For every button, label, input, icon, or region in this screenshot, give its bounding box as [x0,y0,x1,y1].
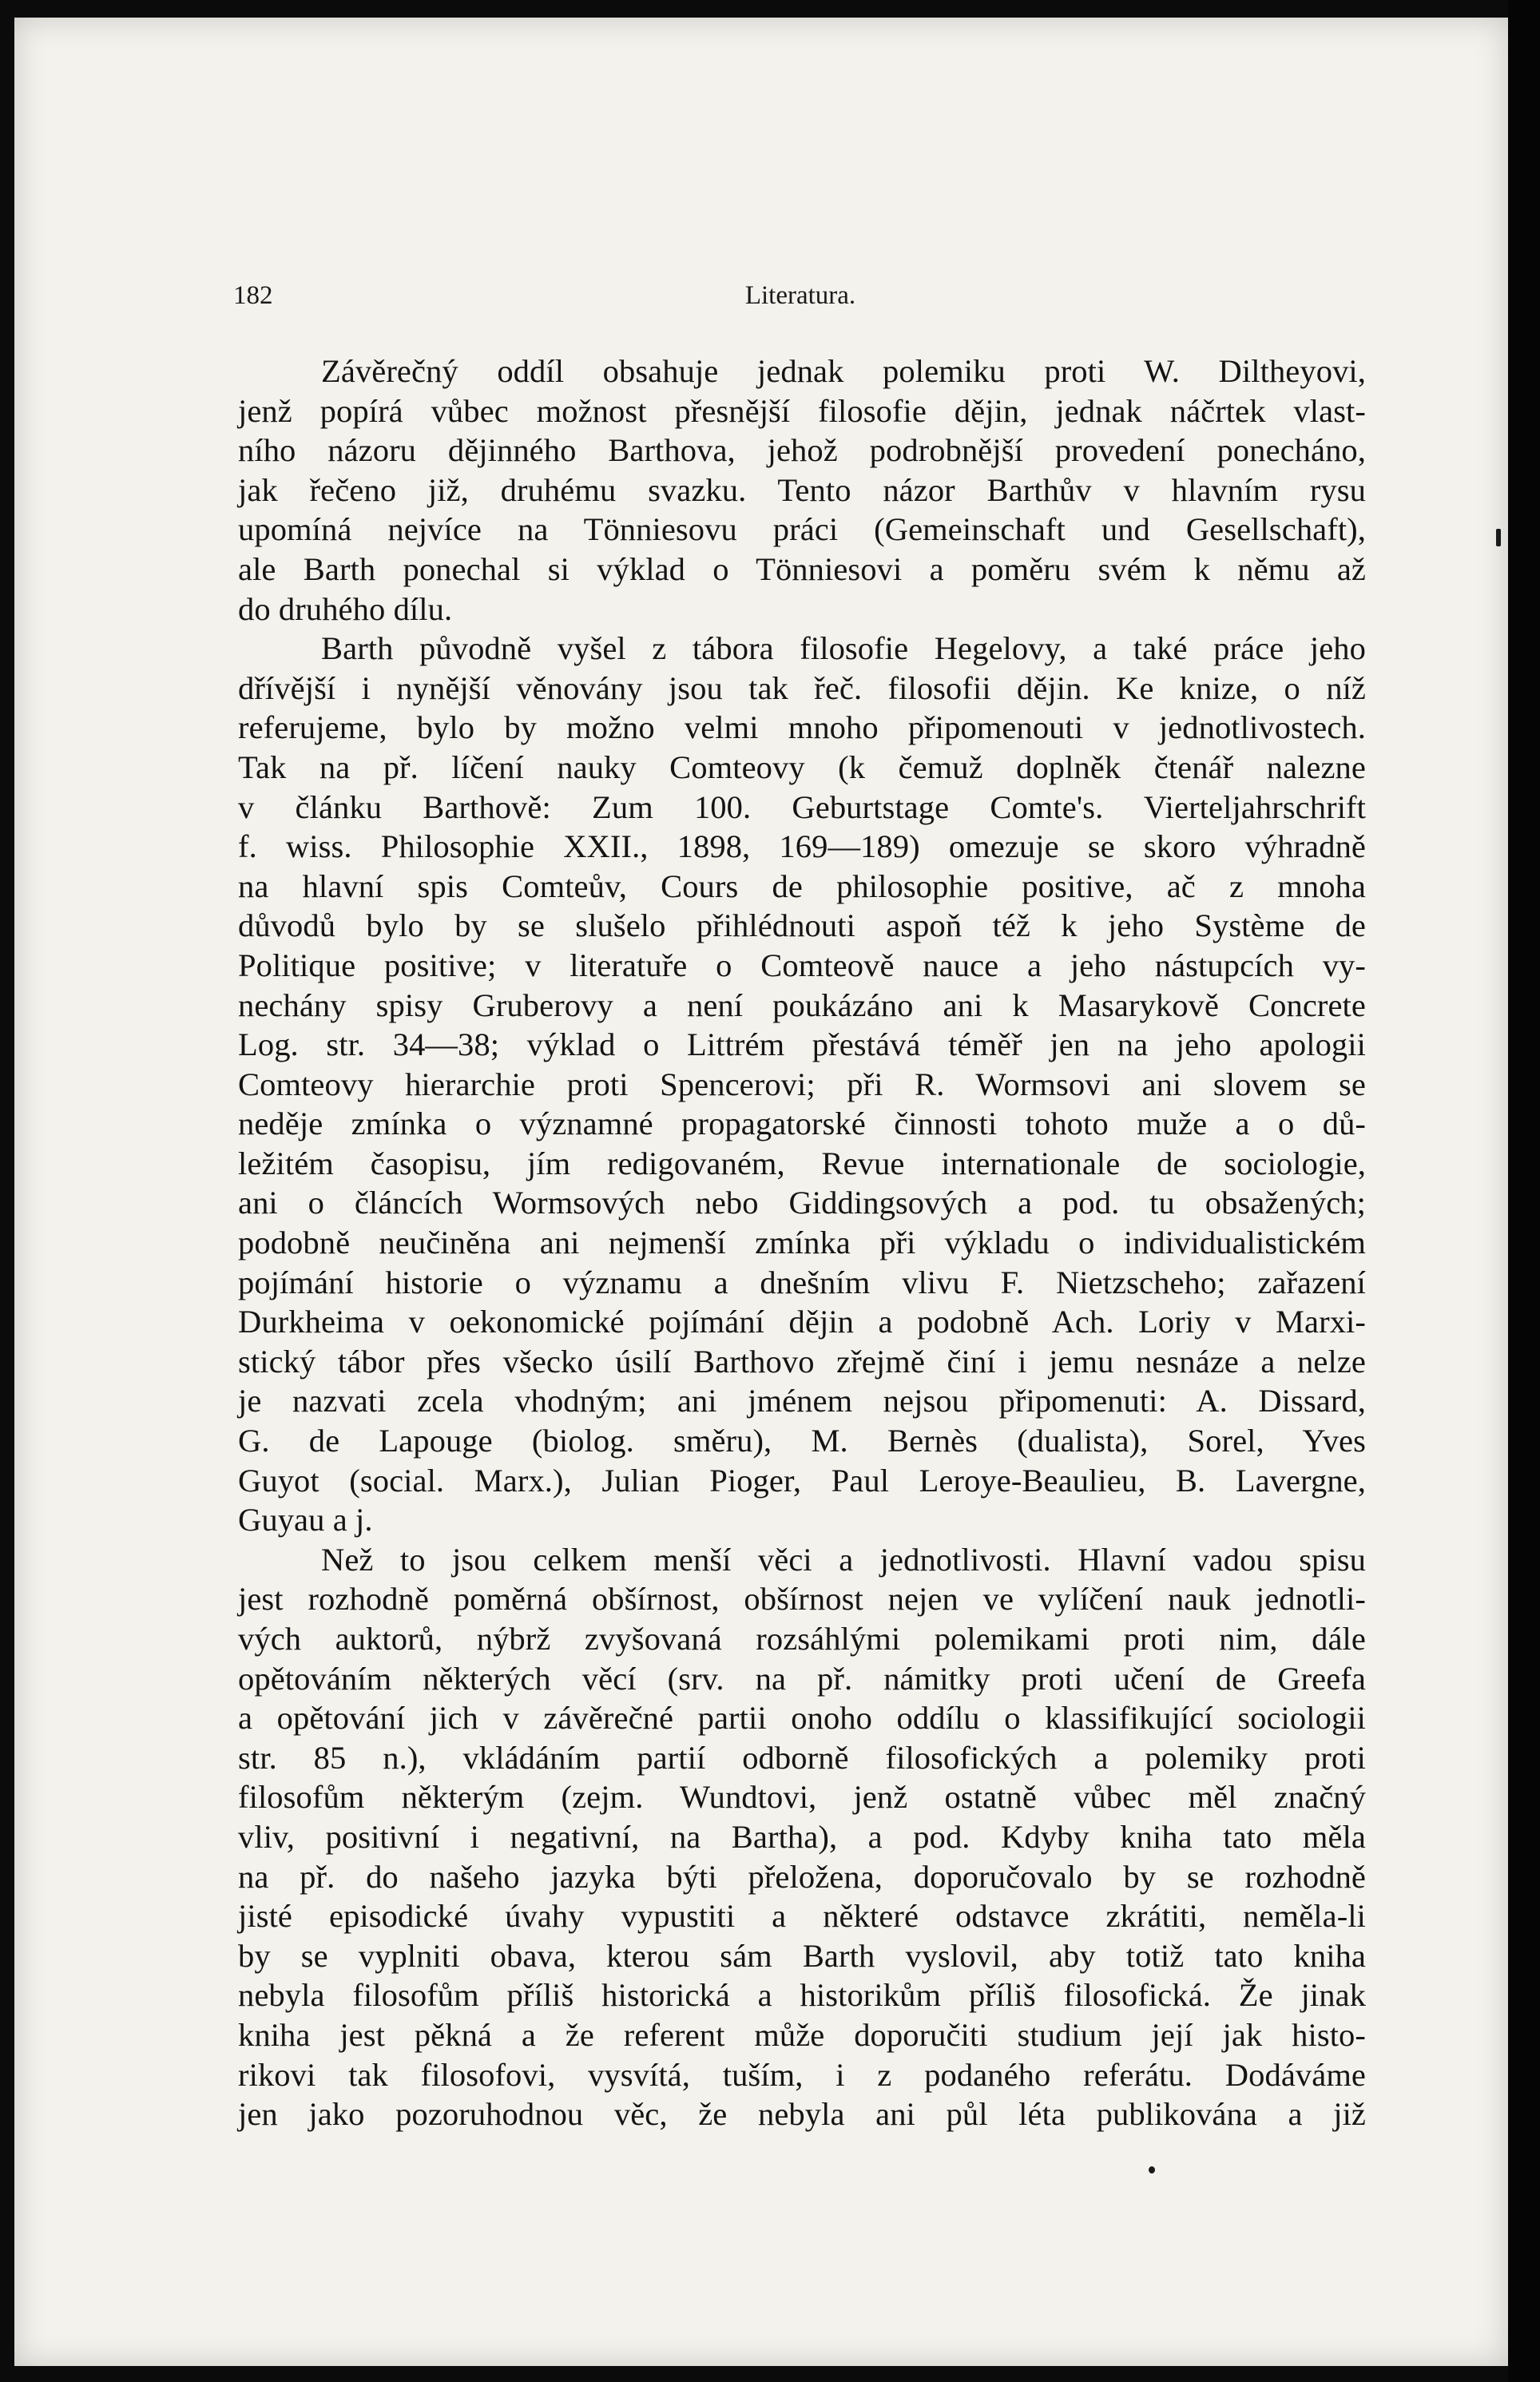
text-line: Závěrečný oddíl obsahuje jednak polemiku proti W. Diltheyovi, [321,353,1366,389]
page-number: 182 [233,281,273,310]
text-line: rikovi tak filosofovi, vysvítá, tuším, i z podaného referátu. Dodáváme [238,2056,1366,2093]
text-line: referujeme, bylo by možno velmi mnoho připomenouti v jednotlivostech. [238,709,1366,746]
scan-speck [1149,2166,1155,2174]
scanned-page [14,18,1508,2366]
text-line: vliv, positivní i negativní, na Bartha), a pod. Kdyby kniha tato měla [238,1818,1366,1855]
text-line: Durkheima v oekonomické pojímání dějin a podobně Ach. Loriy v Marxi- [238,1304,1366,1340]
text-line: a opětování jich v závěrečné partii onoho oddílu o klassifikující sociologii [238,1700,1366,1737]
text-line: neděje zmínka o významné propagatorské činnosti tohoto muže a o dů- [238,1106,1366,1142]
text-line: stický tábor přes všecko úsilí Barthovo zřejmě činí i jemu nesnáze a nelze [238,1343,1366,1380]
text-line: nebyla filosofům příliš historická a historikům příliš filosofická. Že jinak [238,1977,1366,2014]
text-line: Guyau a j. [238,1502,373,1538]
text-line: vých auktorů, nýbrž zvyšovaná rozsáhlými polemikami proti nim, dále [238,1621,1366,1657]
text-line: podobně neučiněna ani nejmenší zmínka při výkladu o individualistickém [238,1225,1366,1261]
text-line: pojímání historie o významu a dnešním vlivu F. Nietzscheho; zařazení [238,1264,1366,1300]
text-line: opětováním některých věcí (srv. na př. námitky proti učení de Greefa [238,1660,1366,1697]
text-line: Než to jsou celkem menší věci a jednotlivosti. Hlavní vadou spisu [321,1541,1366,1578]
text-line: Comteovy hierarchie proti Spencerovi; při R. Wormsovi ani slovem se [238,1066,1366,1102]
page-header [233,281,1367,316]
text-line: na př. do našeho jazyka býti přeložena, doporučovalo by se rozhodně [238,1858,1366,1895]
scan-edge [1508,0,1540,2382]
text-line: upomíná nejvíce na Tönniesovu práci (Gemeinschaft und Gesellschaft), [238,511,1366,548]
body-text [238,351,1366,2134]
text-line: filosofům některým (zejm. Wundtovi, jenž ostatně vůbec měl značný [238,1779,1366,1816]
text-line: Guyot (social. Marx.), Julian Pioger, Paul Leroye-Beaulieu, B. Lavergne, [238,1462,1366,1499]
text-line: ležitém časopisu, jím redigovaném, Revue internationale de sociologie, [238,1145,1366,1181]
text-line: v článku Barthově: Zum 100. Geburtstage Comte's. Vierteljahrschrift [238,788,1366,825]
text-line: Politique positive; v literatuře o Comteově nauce a jeho nástupcích vy- [238,947,1366,983]
text-line: jen jako pozoruhodnou věc, že nebyla ani půl léta publikována a již [238,2096,1366,2133]
text-line: jenž popírá vůbec možnost přesnější filosofie dějin, jednak náčrtek vlast- [238,392,1366,429]
running-head: Literatura. [744,281,856,310]
text-line: důvodů bylo by se slušelo přihlédnouti aspoň též k jeho Système de [238,907,1366,944]
text-line: jest rozhodně poměrná obšírnost, obšírnost nejen ve vylíčení nauk jednotli- [238,1581,1366,1618]
text-line: je nazvati zcela vhodným; ani jménem nejsou připomenuti: A. Dissard, [238,1383,1366,1419]
text-line: jak řečeno již, druhému svazku. Tento názor Barthův v hlavním rysu [238,471,1366,508]
text-line: f. wiss. Philosophie XXII., 1898, 169—189) omezuje se skoro výhradně [238,828,1366,865]
text-line: do druhého dílu. [238,590,453,627]
text-line: Tak na př. líčení nauky Comteovy (k čemuž doplněk čtenář nalezne [238,748,1366,785]
text-line: jisté episodické úvahy vypustiti a některé odstavce zkrátiti, neměla-li [238,1898,1366,1935]
text-line: na hlavní spis Comteův, Cours de philosophie positive, ač z mnoha [238,867,1366,904]
text-line: str. 85 n.), vkládáním partií odborně filosofických a polemiky proti [238,1739,1366,1776]
text-line: ního názoru dějinného Barthova, jehož podrobnější provedení ponecháno, [238,432,1366,469]
scan-speck [1496,529,1501,546]
text-line: nechány spisy Gruberovy a není poukázáno ani k Masarykově Concrete [238,987,1366,1023]
text-line: kniha jest pěkná a že referent může doporučiti studium její jak histo- [238,2016,1366,2053]
text-line: G. de Lapouge (biolog. směru), M. Bernès (dualista), Sorel, Yves [238,1423,1366,1459]
text-line: by se vyplniti obava, kterou sám Barth vyslovil, aby totiž tato kniha [238,1937,1366,1974]
text-line: Barth původně vyšel z tábora filosofie Hegelovy, a také práce jeho [321,630,1366,667]
text-line: dřívější i nynější věnovány jsou tak řeč. filosofii dějin. Ke knize, o níž [238,669,1366,706]
text-line: Log. str. 34—38; výklad o Littrém přestává téměř jen na jeho apologii [238,1026,1366,1063]
text-line: ani o článcích Wormsových nebo Giddingsových a pod. tu obsažených; [238,1185,1366,1221]
text-line: ale Barth ponechal si výklad o Tönniesovi a poměru svém k němu až [238,550,1366,587]
